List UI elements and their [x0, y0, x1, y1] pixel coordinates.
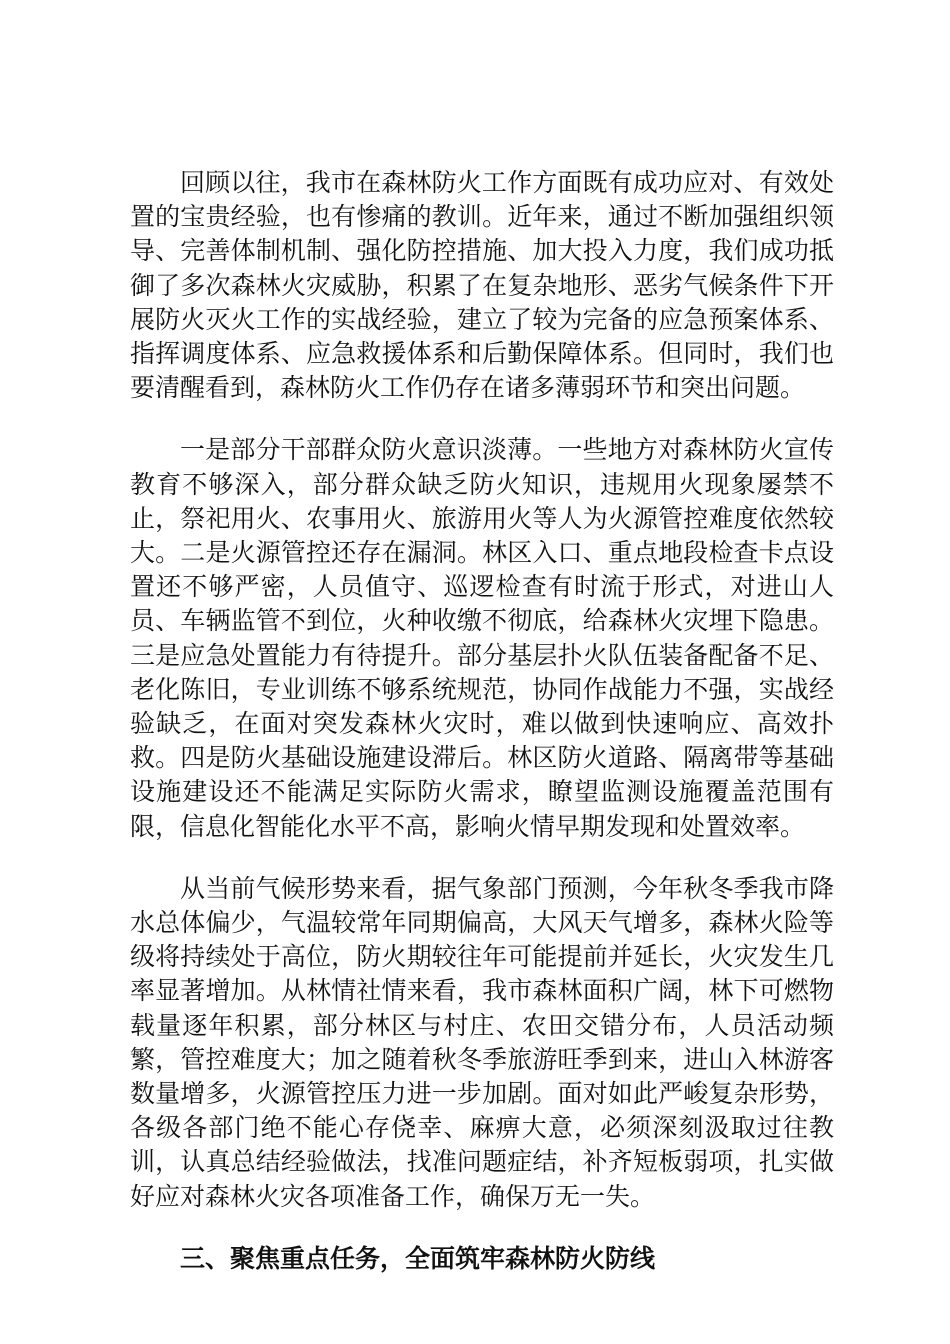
section-heading: 三、聚焦重点任务，全面筑牢森林防火防线	[180, 1243, 656, 1273]
paragraph-review: 回顾以往，我市在森林防火工作方面既有成功应对、有效处置的宝贵经验，也有惨痛的教训。近年来，通过不断加强组织领导、完善体制机制、强化防控措施、加大投入力度，我们成功抵御了多次森林火灾威胁，积累了在复杂地形、恶劣气候条件下开展防火灭火工作的实战经验，建立了较为完备的应急预案体系、指挥调度体系、应急救援体系和后勤保障体系。但同时，我们也要清醒看到，森林防火工作仍存在诸多薄弱环节和突出问题。	[130, 168, 834, 403]
document-body	[130, 166, 834, 1276]
paragraph-problems: 一是部分干部群众防火意识淡薄。一些地方对森林防火宣传教育不够深入，部分群众缺乏防火知识，违规用火现象屡禁不止，祭祀用火、农事用火、旅游用火等人为火源管控难度依然较大。二是火源管控还存在漏洞。林区入口、重点地段检查卡点设置还不够严密，人员值守、巡逻检查有时流于形式，对进山人员、车辆监管不到位，火种收缴不彻底，给森林火灾埋下隐患。三是应急处置能力有待提升。部分基层扑火队伍装备配备不足、老化陈旧，专业训练不够系统规范，协同作战能力不强，实战经验缺乏，在面对突发森林火灾时，难以做到快速响应、高效扑救。四是防火基础设施建设滞后。林区防火道路、隔离带等基础设施建设还不能满足实际防火需求，瞭望监测设施覆盖范围有限，信息化智能化水平不高，影响火情早期发现和处置效率。	[130, 435, 834, 841]
paragraph-situation: 从当前气候形势来看，据气象部门预测，今年秋冬季我市降水总体偏少，气温较常年同期偏高，大风天气增多，森林火险等级将持续处于高位，防火期较往年可能提前并延长，火灾发生几率显著增加。从林情社情来看，我市森林面积广阔，林下可燃物载量逐年积累，部分林区与村庄、农田交错分布，人员活动频繁，管控难度大；加之随着秋冬季旅游旺季到来，进山入林游客数量增多，火源管控压力进一步加剧。面对如此严峻复杂形势，各级各部门绝不能心存侥幸、麻痹大意，必须深刻汲取过往教训，认真总结经验做法，找准问题症结，补齐短板弱项，扎实做好应对森林火灾各项准备工作，确保万无一失。	[130, 873, 834, 1211]
